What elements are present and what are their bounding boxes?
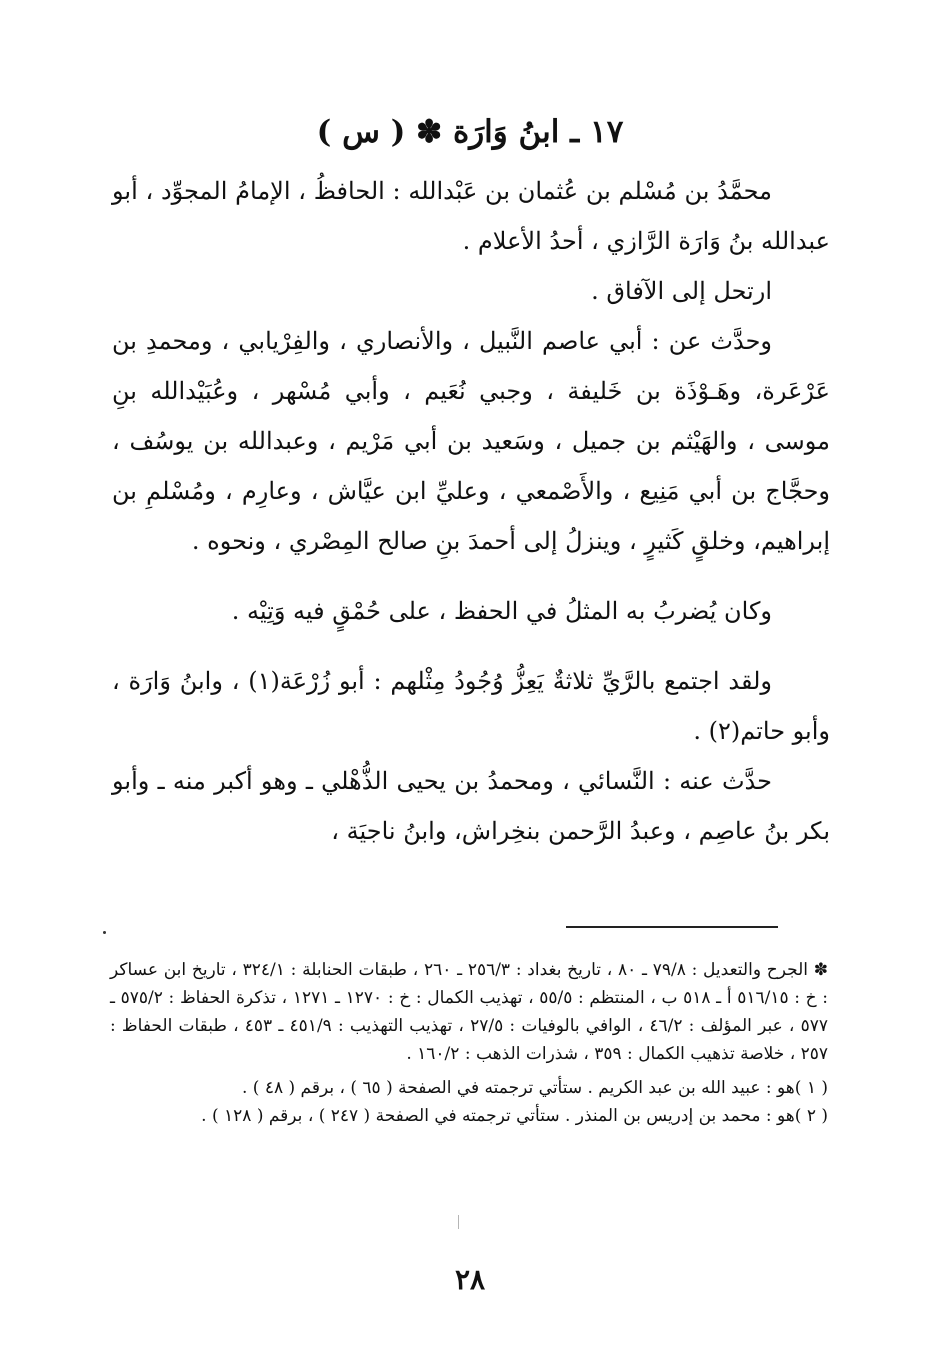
footnote-sources: ✽ الجرح والتعديل : ٧٩/٨ ـ ٨٠ ، تاريخ بغداد : ٢٥٦/٣ ـ ٢٦٠ ، طبقات الحنابلة : ٣٢٤/١ ، تاريخ ابن عساكر : خ : ٥١٦/١٥ أ ـ ٥١٨ ب ، المنتظم : ٥٥/٥ ، تهذيب الكمال : خ : ١٢٧٠ ـ ١٢٧١ ، تذكرة الحفاظ : ٥٧٥/٢ ـ ٥٧٧ ، عبر المؤلف : ٤٦/٢ ، الوافي بالوفيات : ٢٧/٥ ، تهذيب التهذيب : ٤٥١/٩ ـ ٤٥٣ ، طبقات الحفاظ : ٢٥٧ ، خلاصة تذهيب الكمال : ٣٥٩ ، شذرات الذهب : ١٦٠/٢ . [110, 960, 828, 1064]
footnote-1: ( ١ )هو : عبيد الله بن عبد الكريم . ستأتي ترجمته في الصفحة ( ٦٥ ) ، برقم ( ٤٨ ) . [241, 1078, 828, 1098]
paragraph-students: حدَّث عنه : النَّسائي ، ومحمدُ بن يحيى الذُّهْلي ـ وهو أكبر منه ـ وأبو بكر بنُ عاصِم ، وعبدُ الرَّحمن بنخِراش، وابنُ ناجيَة ، [112, 767, 830, 845]
footnote-separator [566, 926, 778, 928]
entry-body [112, 166, 830, 856]
paragraph-three-scholars: ولقد اجتمع بالرَّيِّ ثلاثةٌ يَعِزُّ وُجُودُ مِثْلهم : أبو زُرْعَة(١) ، وابنُ وَارَة ، وأبو حاتم(٢) . [112, 667, 830, 745]
footnote-2: ( ٢ )هو : محمد بن إدريس بن المنذر . ستأتي ترجمته في الصفحة ( ٢٤٧ ) ، برقم ( ١٢٨ ) . [201, 1106, 828, 1126]
paragraph-travel: ارتحل إلى الآفاق . [591, 277, 772, 305]
page-number: ٢٨ [454, 1263, 486, 1296]
paragraph-reputation: وكان يُضربُ به المثلُ في الحفظ ، على حُمْقٍ فيه وَتِيْه . [231, 597, 772, 625]
print-speck [103, 931, 106, 934]
entry-title: ١٧ ـ ابنُ وَارَة ✽ ( س ) [316, 114, 624, 150]
paragraph-name-lineage: محمَّدُ بن مُسْلم بن عُثمان بن عَبْدالله : الحافظُ ، الإمامُ المجوِّد ، أبو عبدالله بنُ وَارَة الرَّازي ، أحدُ الأعلام . [112, 177, 830, 255]
footnotes [110, 956, 828, 1130]
paragraph-teachers: وحدَّث عن : أبي عاصم النَّبيل ، والأنصاري ، والفِرْيابي ، ومحمدِ بن عَرْعَرة، وهَـوْذَة بن خَليفة ، وجبي نُعَيم ، وأبي مُسْهر ، وعُبَيْدالله بنِ موسى ، والهَيْثم بن جميل ، وسَعيد بن أبي مَرْيم ، وعبدالله بن يوسُف ، وحجَّاج بن أبي مَنِيع ، والأَصْمعي ، وعليِّ ابن عيَّاش ، وعارِم ، ومُسْلمِ بن إبراهيم، وخلقٍ كَثيرٍ ، وينزلُ إلى أحمدَ بنِ صالح المِصْري ، ونحوه . [112, 327, 830, 555]
print-mark [458, 1215, 459, 1229]
